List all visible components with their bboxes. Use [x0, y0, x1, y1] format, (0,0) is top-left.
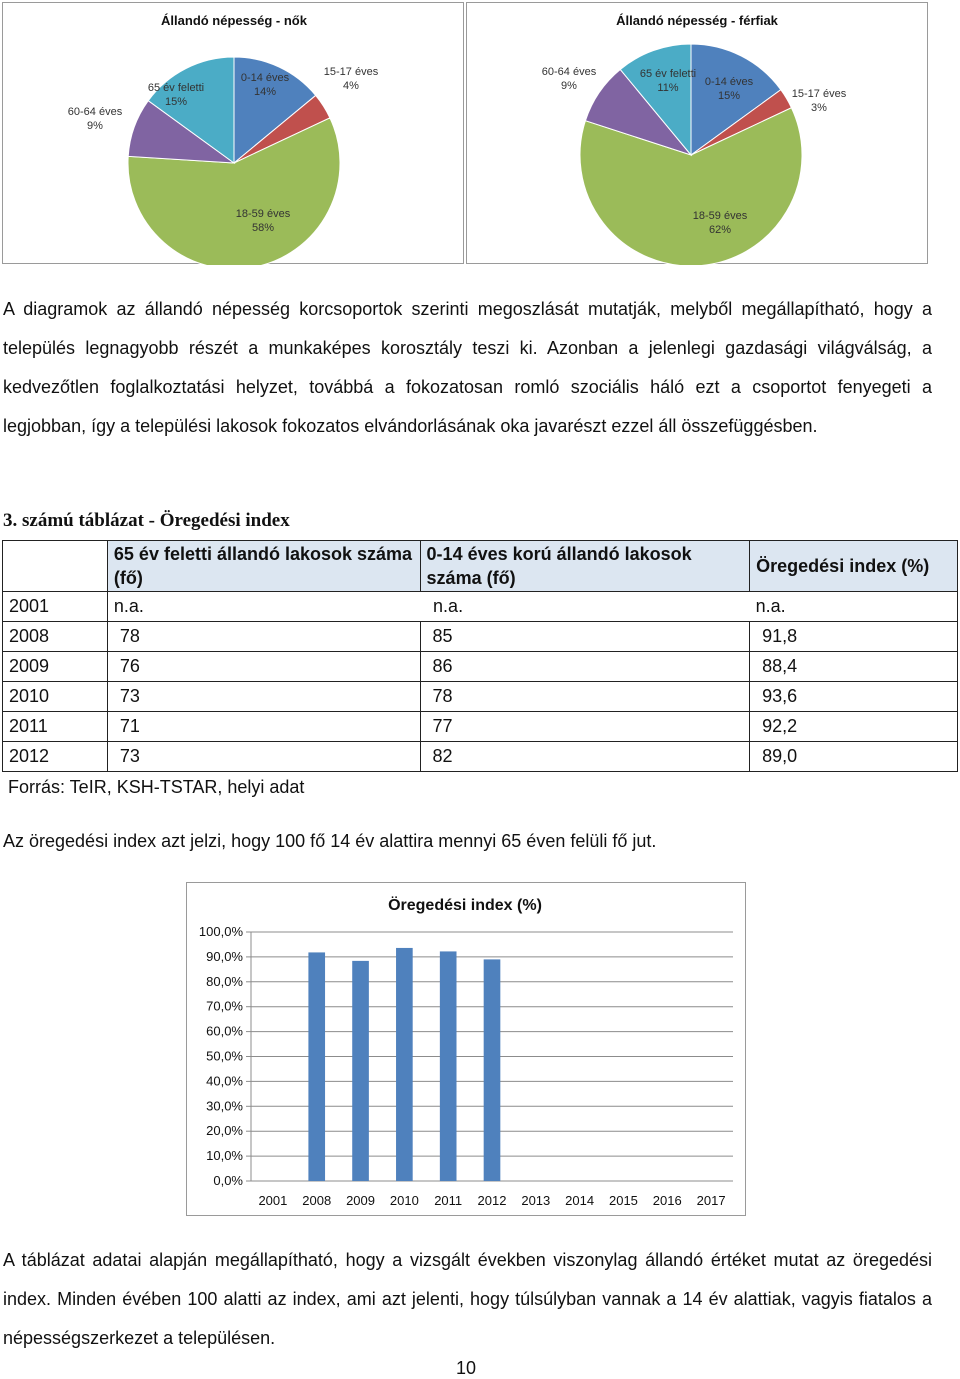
x-tick-label: 2017 [696, 1193, 726, 1208]
table-cell: 78 [107, 622, 420, 652]
pie-title: Állandó népesség - nők [161, 13, 307, 28]
bar [484, 959, 501, 1181]
page-number: 10 [456, 1358, 477, 1378]
x-tick-label: 2013 [521, 1193, 551, 1208]
pie-slice-label: 18-59 éves 62% [692, 210, 748, 236]
y-tick-label: 100,0% [198, 924, 243, 939]
table-cell: 76 [107, 652, 420, 682]
pie-slice-label: 0-14 éves 14% [240, 72, 290, 98]
x-tick-label: 2012 [477, 1193, 507, 1208]
table-cell: 91,8 [750, 622, 958, 652]
y-tick-label: 0,0% [213, 1173, 243, 1188]
bar [396, 948, 413, 1181]
table-cell: 92,2 [750, 712, 958, 742]
y-tick-label: 80,0% [206, 973, 243, 989]
pie-slice-label: 18-59 éves 58% [235, 208, 291, 234]
table-header-cell: 65 év feletti állandó lakosok száma (fő) [107, 541, 420, 592]
x-tick-label: 2009 [346, 1193, 376, 1208]
pie-slice-label: 65 év feletti 15% [147, 82, 205, 108]
table-header-cell: Öregedési index (%) [750, 541, 958, 592]
table-cell: 2010 [3, 682, 108, 712]
table-row [3, 652, 958, 682]
table-cell: 89,0 [750, 742, 958, 772]
table-cell: n.a. [107, 592, 420, 622]
table-header-cell: 0-14 éves korú állandó lakosok száma (fő) [420, 541, 750, 592]
table-cell: 82 [420, 742, 750, 772]
table-cell: 71 [107, 712, 420, 742]
x-tick-label: 2010 [389, 1193, 419, 1208]
table-cell: 2001 [3, 592, 108, 622]
table-row [3, 622, 958, 652]
bar [352, 961, 369, 1181]
pie-slice-label: 15-17 éves 3% [791, 88, 847, 114]
table-cell: 2008 [3, 622, 108, 652]
pie-slice-label: 0-14 éves 15% [704, 76, 754, 102]
y-tick-label: 20,0% [206, 1123, 243, 1139]
table-cell: 88,4 [750, 652, 958, 682]
pie-panel-women [2, 2, 464, 264]
table-cell: 73 [107, 742, 420, 772]
aging-index-table [2, 540, 958, 772]
table-header-cell [3, 541, 108, 592]
x-tick-label: 2016 [652, 1193, 682, 1208]
paragraph-intro: A diagramok az állandó népesség korcsoportok szerinti megoszlását mutatják, melyből megállapítható, hogy a település legnagyobb részét a munkaképes korosztály teszi ki. Azonban a jelenlegi gazdasági világválság, a kedvezőtlen foglalkoztatási helyzet, továbbá a fokozatosan romló szociális háló ezt a csoportot fenyegeti a legjobban, így a települési lakosok fokozatos elvándorlásának oka javarészt ezzel áll összefüggésben. [3, 299, 932, 436]
y-tick-label: 10,0% [206, 1148, 243, 1164]
paragraph-conclusion: A táblázat adatai alapján megállapítható, hogy a vizsgált években viszonylag állandó értéket mutat az öregedési index. Minden évében 100 alatti az index, ami azt jelenti, hogy túlsúlyban vannak a 14 év alattiak, vagyis fiatalos a népességszerkezet a településen. [3, 1250, 932, 1348]
pie-chart-women [3, 3, 465, 265]
pie-slice-label: 65 év feletti 11% [639, 68, 697, 94]
table-row [3, 592, 958, 622]
x-tick-label: 2015 [608, 1193, 638, 1208]
pie-slice-label: 60-64 éves 9% [67, 106, 123, 132]
y-tick-label: 50,0% [206, 1048, 243, 1064]
bar [440, 951, 457, 1181]
aging-index-bar-chart [187, 883, 747, 1217]
x-tick-label: 2014 [565, 1193, 595, 1208]
pie-chart-men [467, 3, 929, 265]
y-tick-label: 60,0% [206, 1023, 243, 1039]
table-cell: n.a. [420, 592, 750, 622]
table-cell: 86 [420, 652, 750, 682]
y-tick-label: 40,0% [206, 1073, 243, 1089]
table-row [3, 682, 958, 712]
pie-title: Állandó népesség - férfiak [616, 13, 778, 28]
bar [308, 952, 325, 1181]
table-cell: 93,6 [750, 682, 958, 712]
chart-title: Öregedési index (%) [388, 897, 542, 914]
y-tick-label: 30,0% [206, 1098, 243, 1114]
table-cell: n.a. [750, 592, 958, 622]
pie-slice-label: 60-64 éves 9% [541, 66, 597, 92]
x-tick-label: 2008 [302, 1193, 332, 1208]
x-tick-label: 2011 [434, 1193, 463, 1208]
table-caption: 3. számú táblázat - Öregedési index [3, 510, 290, 531]
table-row [3, 742, 958, 772]
pie-slice-label: 15-17 éves 4% [323, 66, 379, 92]
table-cell: 77 [420, 712, 750, 742]
pie-panel-men [466, 2, 928, 264]
table-cell: 85 [420, 622, 750, 652]
table-source: Forrás: TeIR, KSH-TSTAR, helyi adat [8, 777, 305, 797]
y-tick-label: 70,0% [206, 998, 243, 1014]
table-cell: 73 [107, 682, 420, 712]
x-tick-label: 2001 [258, 1193, 288, 1208]
table-cell: 2012 [3, 742, 108, 772]
table-cell: 2011 [3, 712, 108, 742]
paragraph-index-note: Az öregedési index azt jelzi, hogy 100 fő 14 év alattira mennyi 65 éven felüli fő jut. [3, 831, 657, 851]
aging-index-chart [186, 882, 746, 1216]
table-cell: 78 [420, 682, 750, 712]
table-cell: 2009 [3, 652, 108, 682]
y-tick-label: 90,0% [206, 948, 243, 964]
table-header-row [3, 541, 958, 592]
table-row [3, 712, 958, 742]
